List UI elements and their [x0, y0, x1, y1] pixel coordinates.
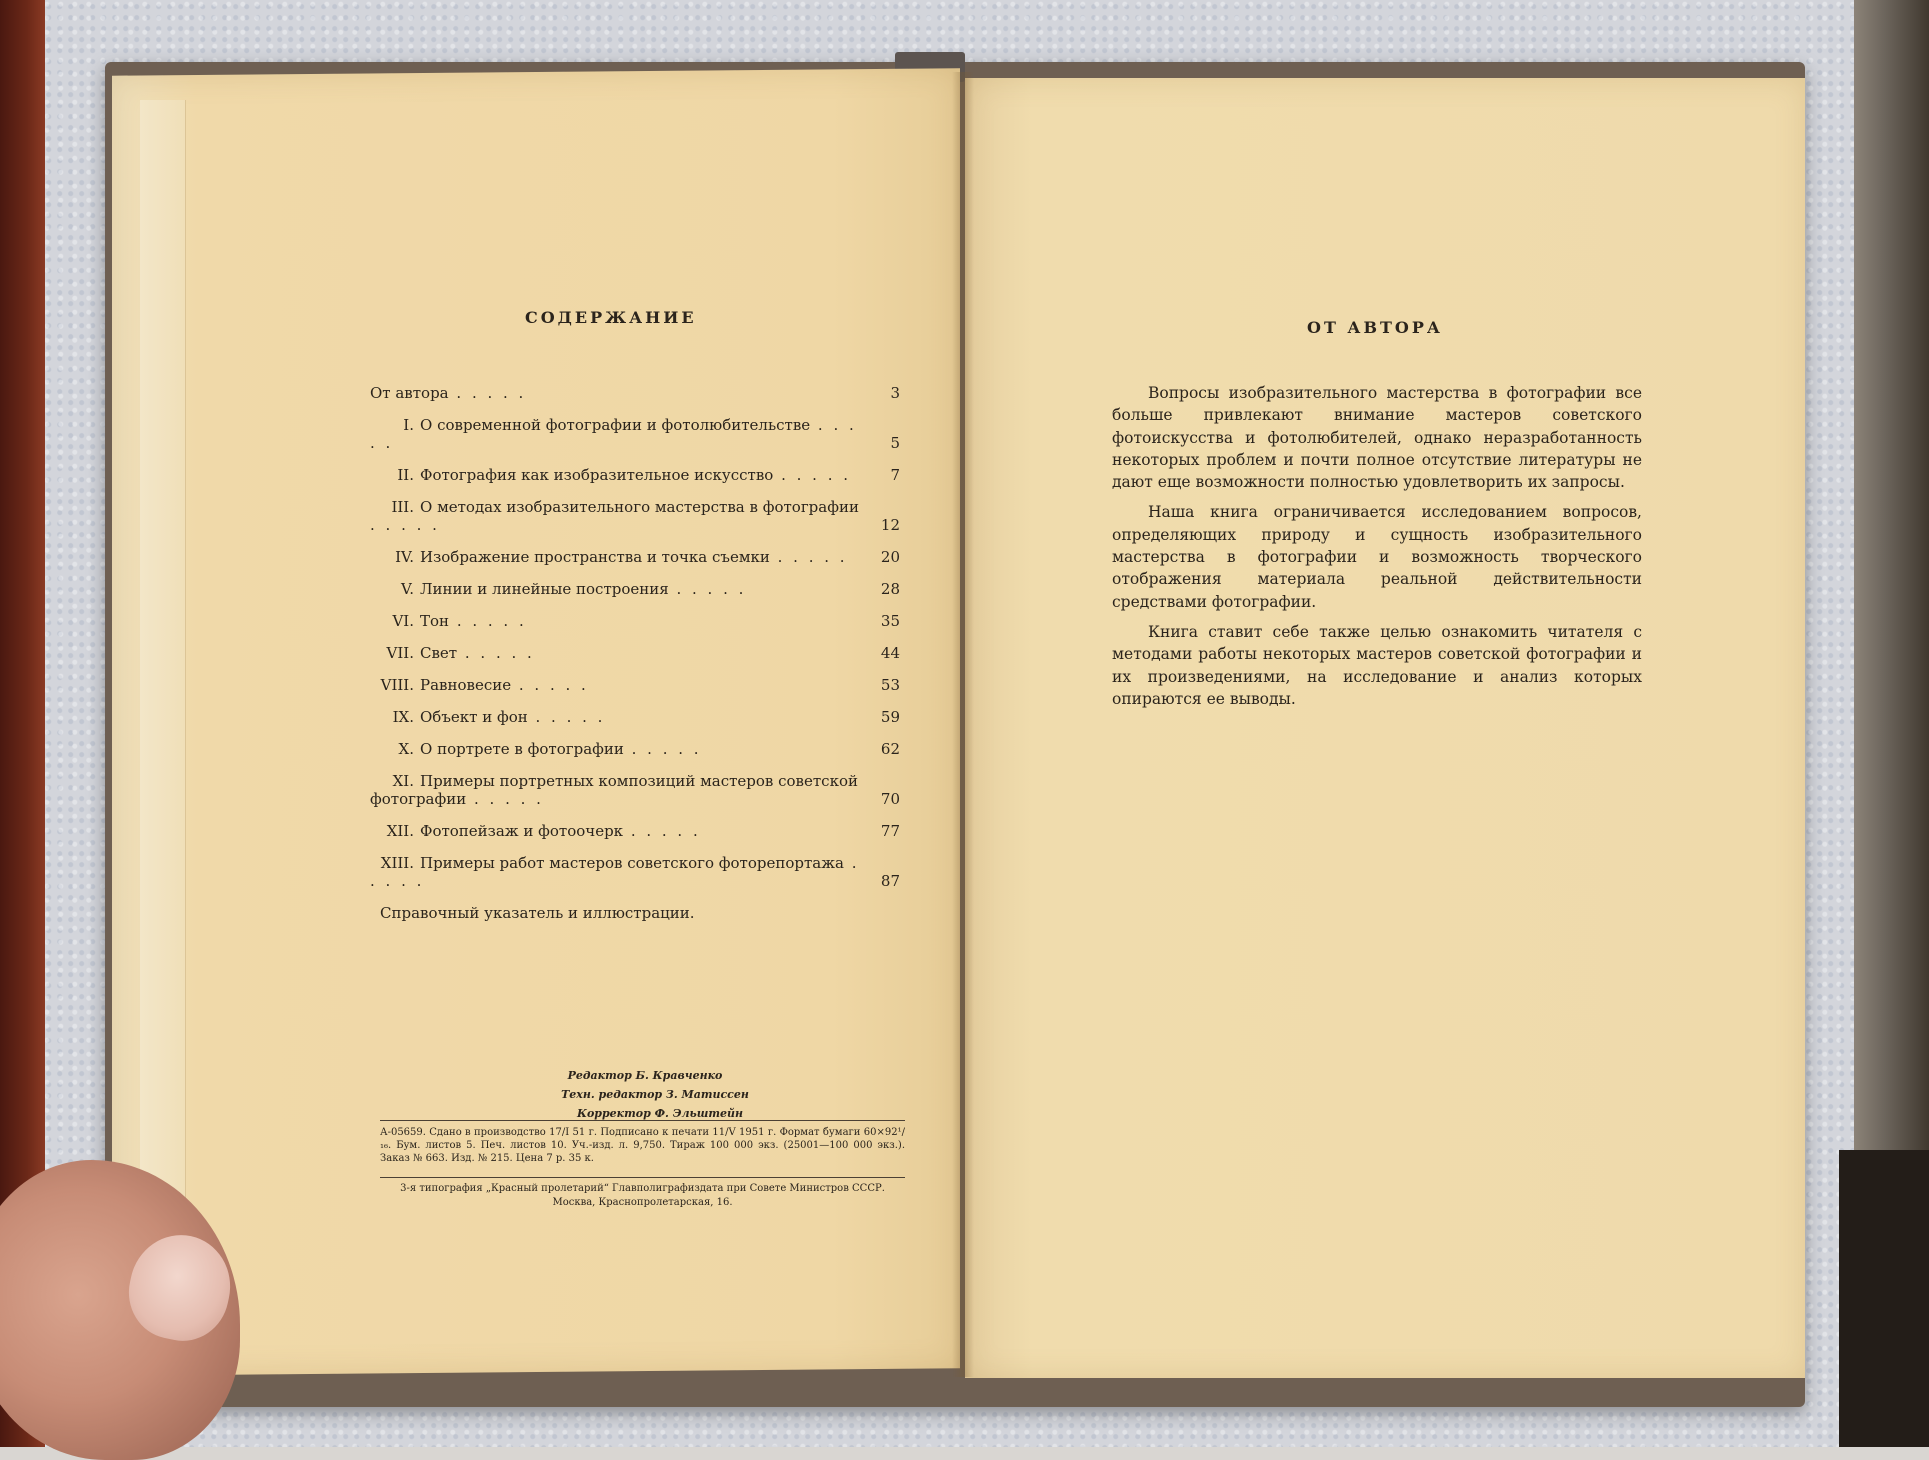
toc-leader-dots: . . . . . — [370, 854, 860, 890]
toc-entry-title: О современной фотографии и фотолюбительстве — [420, 416, 811, 434]
toc-entry-number: II. — [397, 466, 414, 484]
toc-leader-dots: . . . . . — [527, 708, 606, 726]
toc-entry — [380, 904, 900, 922]
toc-entry — [370, 740, 900, 758]
toc-leader-dots: . . . . . — [623, 740, 702, 758]
toc-entry-title: Свет — [420, 644, 458, 662]
foreword-paragraph: Вопросы изобразительного мастерства в фотографии все больше привлекают внимание мастеров советского фотоискусства и фотолюбителей, однако неразработанность некоторых проблем и почти полное отсутствие литературы не дают еще возможности полностью удовлетворить их запросы. — [1112, 384, 1642, 492]
toc-entry-page: 59 — [880, 708, 900, 726]
toc-entry-number: V. — [401, 580, 414, 598]
toc-entry-page: 70 — [880, 790, 900, 808]
tech-editor-credit: Техн. редактор З. Матиссен — [561, 1088, 749, 1101]
toc-entry — [370, 676, 900, 694]
toc-entry-title: Объект и фон — [420, 708, 528, 726]
toc-entry — [370, 772, 900, 808]
toc-entry-title: Фотография как изобразительное искусство — [420, 466, 774, 484]
toc-entry-title: О портрете в фотографии — [420, 740, 624, 758]
toc-entry — [370, 644, 900, 662]
table-of-contents — [370, 384, 900, 936]
toc-entry-number: X. — [398, 740, 414, 758]
foreword-paragraph: Книга ставит себе также целью ознакомить читателя с методами работы некоторых мастеров советской фотографии и их произведениями, на исследование и анализ которых опираются ее выводы. — [1112, 622, 1642, 708]
toc-leader-dots: . . . . . — [623, 822, 701, 840]
toc-entry-number: XIII. — [380, 854, 414, 872]
toc-entry-number: IX. — [392, 708, 414, 726]
toc-leader-dots: . . . . . — [511, 676, 589, 694]
toc-entry-number: VI. — [392, 612, 414, 630]
toc-entry-number: III. — [391, 498, 414, 516]
foreword-heading: ОТ АВТОРА — [1307, 318, 1443, 337]
toc-entry — [370, 416, 900, 452]
printing-info: 3-я типография „Красный пролетарий“ Главполиграфиздата при Совете Министров СССР. Москва, Краснопролетарская, 16. — [380, 1177, 905, 1210]
toc-entry — [370, 580, 900, 598]
toc-entry — [370, 466, 900, 484]
toc-entry-page: 44 — [880, 644, 900, 662]
toc-leader-dots: . . . . . — [773, 466, 852, 484]
editor-credit: Редактор Б. Кравченко — [567, 1069, 723, 1082]
toc-entry — [370, 498, 900, 534]
toc-entry-number: XI. — [392, 772, 414, 790]
toc-entry-title: О методах изобразительного мастерства в фотографии — [420, 498, 859, 516]
toc-entry-title: Справочный указатель и иллюстрации. — [380, 904, 695, 922]
toc-leader-dots: . . . . . — [448, 384, 527, 402]
toc-entry-number: VII. — [386, 644, 414, 662]
toc-entry-title: От автора — [370, 384, 449, 402]
toc-entry-page: 77 — [880, 822, 900, 840]
toc-entry-title: Фотопейзаж и фотоочерк — [420, 822, 624, 840]
toc-leader-dots: . . . . . — [769, 548, 848, 566]
corrector-credit: Корректор Ф. Эльштейн — [576, 1107, 744, 1120]
toc-entry-page: 62 — [880, 740, 900, 758]
toc-entry-title: Тон — [420, 612, 450, 630]
toc-entry-page: 3 — [890, 384, 900, 402]
right-page — [965, 78, 1805, 1378]
toc-entry-page: 35 — [880, 612, 900, 630]
toc-entry-number: VIII. — [380, 676, 414, 694]
toc-entry — [370, 854, 900, 890]
toc-heading: СОДЕРЖАНИЕ — [525, 308, 697, 327]
toc-entry-title: Изображение пространства и точка съемки — [420, 548, 770, 566]
toc-entry-number: XII. — [386, 822, 414, 840]
toc-leader-dots: . . . . . — [457, 644, 535, 662]
toc-entry-title: Линии и линейные построения — [420, 580, 669, 598]
publication-info: А-05659. Сдано в производство 17/I 51 г. Подписано к печати 11/V 1951 г. Формат бумаги 60×92¹/₁₆. Бум. листов 5. Печ. листов 10. Уч.-изд. л. 9,750. Тираж 100 000 экз. (25001—100 000 экз.). Заказ № 663. Изд. № 215. Цена 7 р. 35 к. — [380, 1120, 905, 1165]
toc-leader-dots: . . . . . — [370, 516, 440, 534]
toc-entry-title: Примеры работ мастеров советского фоторепортажа — [420, 854, 844, 872]
endpaper-strip — [140, 100, 186, 1310]
foreword-text — [1112, 382, 1642, 718]
toc-entry-page: 7 — [890, 466, 900, 484]
toc-entry — [370, 708, 900, 726]
toc-entry-page: 53 — [880, 676, 900, 694]
foreword-paragraph: Наша книга ограничивается исследованием вопросов, определяющих природу и сущность изобразительного мастерства в фотографии и возможность творческого отображения материала реальной действительности средствами фотографии. — [1112, 503, 1642, 611]
toc-entry-number: I. — [403, 416, 414, 434]
toc-entry — [370, 384, 900, 402]
toc-entry-page: 12 — [880, 516, 900, 534]
toc-leader-dots: . . . . . — [370, 416, 857, 452]
toc-entry — [370, 548, 900, 566]
toc-leader-dots: . . . . . — [466, 790, 544, 808]
toc-entry-title: Примеры портретных композиций мастеров советской фотографии — [370, 772, 858, 808]
book-gutter — [952, 72, 974, 1377]
toc-entry-page: 5 — [890, 434, 900, 452]
toc-entry-page: 20 — [880, 548, 900, 566]
toc-entry-page: 87 — [880, 872, 900, 890]
toc-entry — [370, 822, 900, 840]
toc-entry-page: 28 — [880, 580, 900, 598]
toc-entry — [370, 612, 900, 630]
dark-corner — [1839, 1150, 1929, 1447]
toc-leader-dots: . . . . . — [449, 612, 527, 630]
toc-entry-title: Равновесие — [420, 676, 512, 694]
toc-leader-dots: . . . . . — [668, 580, 747, 598]
toc-entry-number: IV. — [395, 548, 414, 566]
